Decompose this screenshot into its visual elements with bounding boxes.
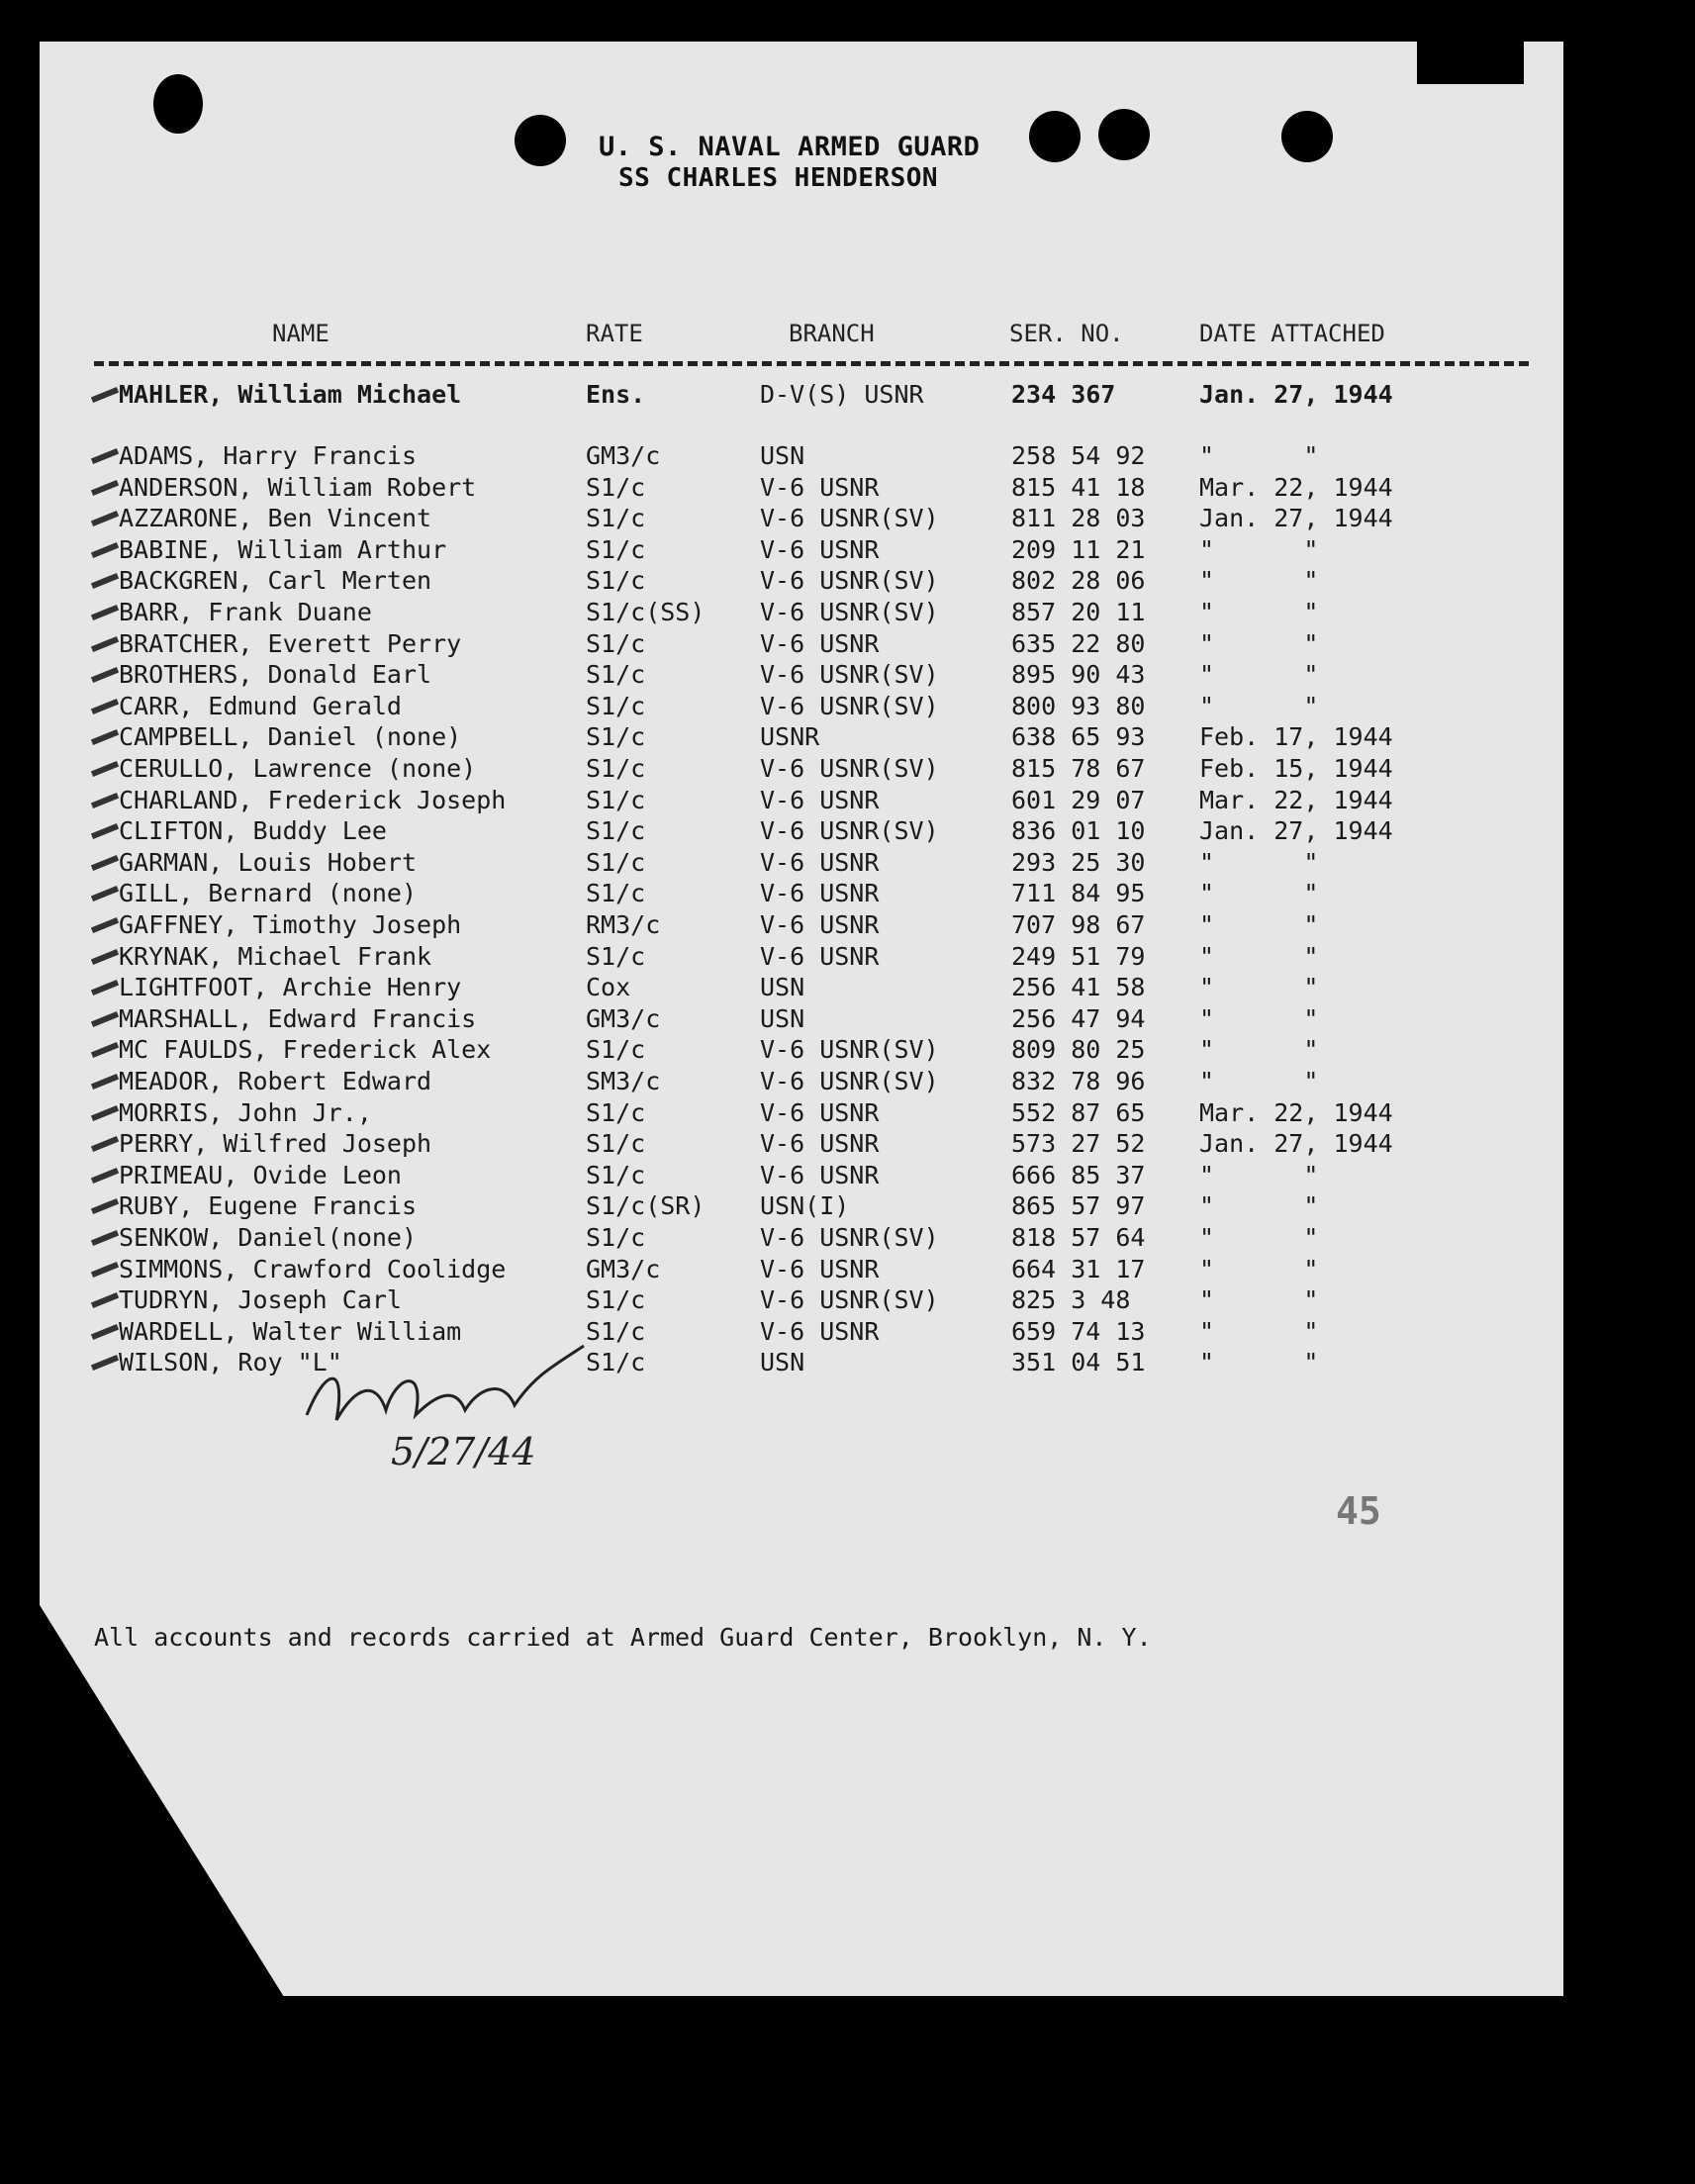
check-mark (91, 855, 119, 871)
crew-rate: S1/c (586, 1160, 646, 1189)
crew-branch: V-6 USNR(SV) (760, 504, 939, 533)
crew-date: " " (1199, 441, 1319, 470)
crew-rate: S1/c (586, 785, 646, 814)
crew-name: GILL, Bernard (none) (119, 879, 418, 908)
crew-ser-no: 293 25 30 (1011, 847, 1146, 877)
punch-hole (515, 115, 566, 166)
crew-branch: V-6 USNR(SV) (760, 660, 939, 690)
crew-rate: S1/c (586, 504, 646, 533)
crew-branch: V-6 USNR (760, 1129, 880, 1159)
check-mark (91, 1168, 119, 1184)
crew-name: CERULLO, Lawrence (none) (119, 754, 477, 783)
check-mark (91, 1292, 119, 1308)
crew-rate: S1/c (586, 566, 646, 596)
crew-rate: S1/c (586, 691, 646, 720)
crew-name: SIMMONS, Crawford Coolidge (119, 1254, 507, 1283)
check-mark (91, 387, 119, 403)
crew-date: Feb. 17, 1944 (1199, 722, 1393, 752)
crew-branch: V-6 USNR(SV) (760, 691, 939, 720)
crew-date: " " (1199, 1285, 1319, 1315)
signature (297, 1326, 613, 1474)
check-mark (91, 949, 119, 965)
crew-row (0, 910, 1524, 942)
officer-name: MAHLER, William Michael (119, 380, 462, 409)
crew-date: " " (1199, 910, 1319, 939)
crew-rate: GM3/c (586, 1003, 661, 1033)
crew-ser-no: 573 27 52 (1011, 1129, 1146, 1159)
crew-ser-no: 811 28 03 (1011, 504, 1146, 533)
check-mark (91, 917, 119, 933)
crew-row (0, 1223, 1524, 1255)
crew-branch: V-6 USNR (760, 1316, 880, 1346)
crew-ser-no: 249 51 79 (1011, 941, 1146, 971)
column-header-branch: BRANCH (789, 320, 875, 347)
crew-date: Mar. 22, 1944 (1199, 472, 1393, 502)
crew-date: Mar. 22, 1944 (1199, 1097, 1393, 1127)
check-mark (91, 761, 119, 777)
document-title: U. S. NAVAL ARMED GUARD (599, 132, 981, 162)
crew-rate: S1/c (586, 1285, 646, 1315)
check-mark (91, 1136, 119, 1152)
crew-row (0, 722, 1524, 754)
crew-rate: S1/c (586, 1316, 646, 1346)
crew-row (0, 441, 1524, 473)
crew-ser-no: 635 22 80 (1011, 628, 1146, 658)
crew-date: " " (1199, 1160, 1319, 1189)
check-mark (91, 1230, 119, 1246)
crew-rate: S1/c (586, 534, 646, 564)
crew-rate: S1/c (586, 1348, 646, 1377)
check-mark (91, 886, 119, 902)
crew-branch: V-6 USNR(SV) (760, 754, 939, 783)
check-mark (91, 667, 119, 683)
crew-ser-no: 258 54 92 (1011, 441, 1146, 470)
crew-ser-no: 800 93 80 (1011, 691, 1146, 720)
check-mark (91, 605, 119, 620)
crew-ser-no: 664 31 17 (1011, 1254, 1146, 1283)
crew-name: CHARLAND, Frederick Joseph (119, 785, 507, 814)
crew-branch: V-6 USNR(SV) (760, 1285, 939, 1315)
crew-rate: SM3/c (586, 1067, 661, 1095)
crew-name: LIGHTFOOT, Archie Henry (119, 973, 462, 1002)
crew-rate: S1/c(SR) (586, 1191, 706, 1221)
crew-branch: V-6 USNR(SV) (760, 816, 939, 846)
crew-name: MARSHALL, Edward Francis (119, 1003, 477, 1033)
crew-row (0, 816, 1524, 848)
check-mark (91, 511, 119, 526)
crew-branch: V-6 USNR (760, 941, 880, 971)
crew-branch: V-6 USNR(SV) (760, 1035, 939, 1065)
crew-name: BABINE, William Arthur (119, 534, 447, 564)
crew-date: " " (1199, 566, 1319, 596)
check-mark (91, 729, 119, 745)
column-header-name: NAME (272, 320, 330, 347)
crew-branch: V-6 USNR (760, 785, 880, 814)
crew-ser-no: 666 85 37 (1011, 1160, 1146, 1189)
crew-row (0, 1067, 1524, 1098)
check-mark (91, 1355, 119, 1371)
crew-row (0, 973, 1524, 1004)
crew-row (0, 629, 1524, 661)
crew-name: WILSON, Roy "L" (119, 1348, 342, 1377)
crew-name: PRIMEAU, Ovide Leon (119, 1160, 402, 1189)
crew-name: MEADOR, Robert Edward (119, 1067, 432, 1095)
crew-ser-no: 659 74 13 (1011, 1316, 1146, 1346)
crew-name: BROTHERS, Donald Earl (119, 660, 432, 690)
crew-name: ANDERSON, William Robert (119, 472, 477, 502)
crew-rate: S1/c (586, 1129, 646, 1159)
crew-branch: USN(I) (760, 1191, 850, 1221)
crew-ser-no: 601 29 07 (1011, 785, 1146, 814)
crew-ser-no: 707 98 67 (1011, 910, 1146, 939)
crew-ser-no: 638 65 93 (1011, 722, 1146, 752)
crew-date: Mar. 22, 1944 (1199, 785, 1393, 814)
crew-name: PERRY, Wilfred Joseph (119, 1129, 432, 1159)
crew-row (0, 754, 1524, 786)
crew-name: BARR, Frank Duane (119, 598, 372, 626)
crew-rate: RM3/c (586, 910, 661, 939)
signature-date: 5/27/44 (391, 1430, 536, 1473)
officer-rate: Ens. (586, 380, 646, 409)
crew-branch: V-6 USNR(SV) (760, 598, 939, 626)
check-mark (91, 823, 119, 839)
crew-row (0, 1255, 1524, 1286)
crew-ser-no: 552 87 65 (1011, 1097, 1146, 1127)
crew-ser-no: 209 11 21 (1011, 534, 1146, 564)
crew-row (0, 1285, 1524, 1317)
column-header-date-attached: DATE ATTACHED (1199, 320, 1385, 347)
crew-rate: GM3/c (586, 1254, 661, 1283)
crew-row (0, 473, 1524, 505)
crew-row (0, 660, 1524, 692)
crew-row (0, 1191, 1524, 1223)
crew-rate: S1/c (586, 1097, 646, 1127)
crew-date: " " (1199, 534, 1319, 564)
crew-branch: V-6 USNR (760, 879, 880, 908)
crew-name: CLIFTON, Buddy Lee (119, 816, 387, 846)
column-header-rate: RATE (586, 320, 643, 347)
check-mark (91, 699, 119, 714)
crew-row (0, 1035, 1524, 1067)
crew-name: TUDRYN, Joseph Carl (119, 1285, 402, 1315)
crew-branch: USN (760, 441, 805, 470)
check-mark (91, 1011, 119, 1027)
check-mark (91, 1324, 119, 1340)
crew-name: GARMAN, Louis Hobert (119, 847, 418, 877)
crew-branch: V-6 USNR (760, 628, 880, 658)
crew-branch: USN (760, 1003, 805, 1033)
crew-row (0, 942, 1524, 974)
crew-row (0, 1098, 1524, 1130)
crew-ser-no: 351 04 51 (1011, 1348, 1146, 1377)
crew-rate: Cox (586, 973, 631, 1002)
crew-branch: V-6 USNR(SV) (760, 566, 939, 596)
crew-date: Jan. 27, 1944 (1199, 816, 1393, 846)
crew-rate: S1/c (586, 722, 646, 752)
crew-row (0, 1129, 1524, 1161)
crew-date: " " (1199, 879, 1319, 908)
crew-name: MORRIS, John Jr., (119, 1097, 372, 1127)
crew-ser-no: 832 78 96 (1011, 1067, 1146, 1095)
crew-date: " " (1199, 1003, 1319, 1033)
crew-name: WARDELL, Walter William (119, 1316, 462, 1346)
officer-ser-no: 234 367 (1011, 380, 1116, 409)
crew-rate: S1/c (586, 472, 646, 502)
crew-branch: USNR (760, 722, 820, 752)
crew-branch: V-6 USNR (760, 534, 880, 564)
crew-row (0, 1161, 1524, 1192)
crew-rate: S1/c (586, 816, 646, 846)
crew-date: " " (1199, 1223, 1319, 1252)
ship-name: SS CHARLES HENDERSON (618, 163, 939, 193)
crew-row (0, 535, 1524, 567)
footer-note: All accounts and records carried at Armed Guard Center, Brooklyn, N. Y. (94, 1623, 1152, 1652)
punch-hole (153, 74, 203, 134)
crew-name: ADAMS, Harry Francis (119, 441, 418, 470)
punch-hole (1098, 109, 1150, 160)
crew-name: CARR, Edmund Gerald (119, 691, 402, 720)
crew-name: BACKGREN, Carl Merten (119, 566, 432, 596)
crew-branch: USN (760, 1348, 805, 1377)
punch-hole (1281, 111, 1333, 162)
crew-date: " " (1199, 1316, 1319, 1346)
crew-ser-no: 815 78 67 (1011, 754, 1146, 783)
crew-row (0, 1004, 1524, 1036)
crew-rate: S1/c (586, 628, 646, 658)
crew-row (0, 504, 1524, 535)
crew-date: " " (1199, 1254, 1319, 1283)
crew-date: Feb. 15, 1944 (1199, 754, 1393, 783)
crew-name: GAFFNEY, Timothy Joseph (119, 910, 462, 939)
officer-row (0, 380, 1524, 412)
crew-name: BRATCHER, Everett Perry (119, 628, 462, 658)
crew-name: CAMPBELL, Daniel (none) (119, 722, 462, 752)
crew-ser-no: 802 28 06 (1011, 566, 1146, 596)
crew-ser-no: 836 01 10 (1011, 816, 1146, 846)
crew-date: " " (1199, 598, 1319, 626)
crew-rate: GM3/c (586, 441, 661, 470)
crew-rate: S1/c (586, 1035, 646, 1065)
crew-date: Jan. 27, 1944 (1199, 504, 1393, 533)
page-number: 45 (1336, 1489, 1381, 1533)
crew-name: MC FAULDS, Frederick Alex (119, 1035, 492, 1065)
check-mark (91, 1074, 119, 1090)
check-mark (91, 1198, 119, 1214)
crew-row (0, 692, 1524, 723)
check-mark (91, 793, 119, 808)
officer-date: Jan. 27, 1944 (1199, 380, 1393, 409)
crew-ser-no: 865 57 97 (1011, 1191, 1146, 1221)
crew-name: SENKOW, Daniel(none) (119, 1223, 418, 1252)
crew-date: " " (1199, 1035, 1319, 1065)
check-mark (91, 1042, 119, 1058)
crew-row (0, 1317, 1524, 1349)
crew-row (0, 848, 1524, 880)
crew-rate: S1/c (586, 1223, 646, 1252)
crew-date: " " (1199, 1348, 1319, 1377)
crew-row (0, 786, 1524, 817)
column-header-ser-no: SER. NO. (1009, 320, 1124, 347)
crew-ser-no: 711 84 95 (1011, 879, 1146, 908)
crew-ser-no: 256 41 58 (1011, 973, 1146, 1002)
crew-branch: V-6 USNR(SV) (760, 1067, 939, 1095)
check-mark (91, 542, 119, 558)
crew-name: KRYNAK, Michael Frank (119, 941, 432, 971)
header-rule (94, 361, 1529, 366)
crew-date: " " (1199, 1067, 1319, 1095)
crew-rate: S1/c (586, 847, 646, 877)
check-mark (91, 1105, 119, 1121)
crew-ser-no: 256 47 94 (1011, 1003, 1146, 1033)
check-mark (91, 636, 119, 652)
torn-corner (1417, 40, 1524, 84)
crew-branch: V-6 USNR (760, 472, 880, 502)
crew-rate: S1/c (586, 941, 646, 971)
crew-branch: USN (760, 973, 805, 1002)
crew-date: " " (1199, 660, 1319, 690)
crew-date: " " (1199, 1191, 1319, 1221)
officer-branch: D-V(S) USNR (760, 380, 924, 409)
check-mark (91, 448, 119, 464)
check-mark (91, 573, 119, 589)
crew-name: AZZARONE, Ben Vincent (119, 504, 432, 533)
crew-row (0, 879, 1524, 910)
crew-date: Jan. 27, 1944 (1199, 1129, 1393, 1159)
crew-row (0, 598, 1524, 629)
crew-rate: S1/c (586, 660, 646, 690)
check-mark (91, 1262, 119, 1278)
crew-date: " " (1199, 691, 1319, 720)
crew-branch: V-6 USNR(SV) (760, 1223, 939, 1252)
crew-rate: S1/c(SS) (586, 598, 706, 626)
crew-date: " " (1199, 941, 1319, 971)
crew-row (0, 566, 1524, 598)
crew-date: " " (1199, 847, 1319, 877)
crew-rate: S1/c (586, 754, 646, 783)
crew-ser-no: 895 90 43 (1011, 660, 1146, 690)
crew-branch: V-6 USNR (760, 1254, 880, 1283)
crew-row (0, 1348, 1524, 1379)
crew-ser-no: 857 20 11 (1011, 598, 1146, 626)
crew-rate: S1/c (586, 879, 646, 908)
crew-ser-no: 809 80 25 (1011, 1035, 1146, 1065)
crew-branch: V-6 USNR (760, 1097, 880, 1127)
crew-date: " " (1199, 973, 1319, 1002)
crew-ser-no: 825 3 48 (1011, 1285, 1131, 1315)
crew-ser-no: 818 57 64 (1011, 1223, 1146, 1252)
crew-date: " " (1199, 628, 1319, 658)
check-mark (91, 480, 119, 496)
crew-ser-no: 815 41 18 (1011, 472, 1146, 502)
check-mark (91, 980, 119, 996)
crew-branch: V-6 USNR (760, 1160, 880, 1189)
crew-branch: V-6 USNR (760, 847, 880, 877)
punch-hole (1029, 111, 1081, 162)
crew-branch: V-6 USNR (760, 910, 880, 939)
crew-name: RUBY, Eugene Francis (119, 1191, 418, 1221)
